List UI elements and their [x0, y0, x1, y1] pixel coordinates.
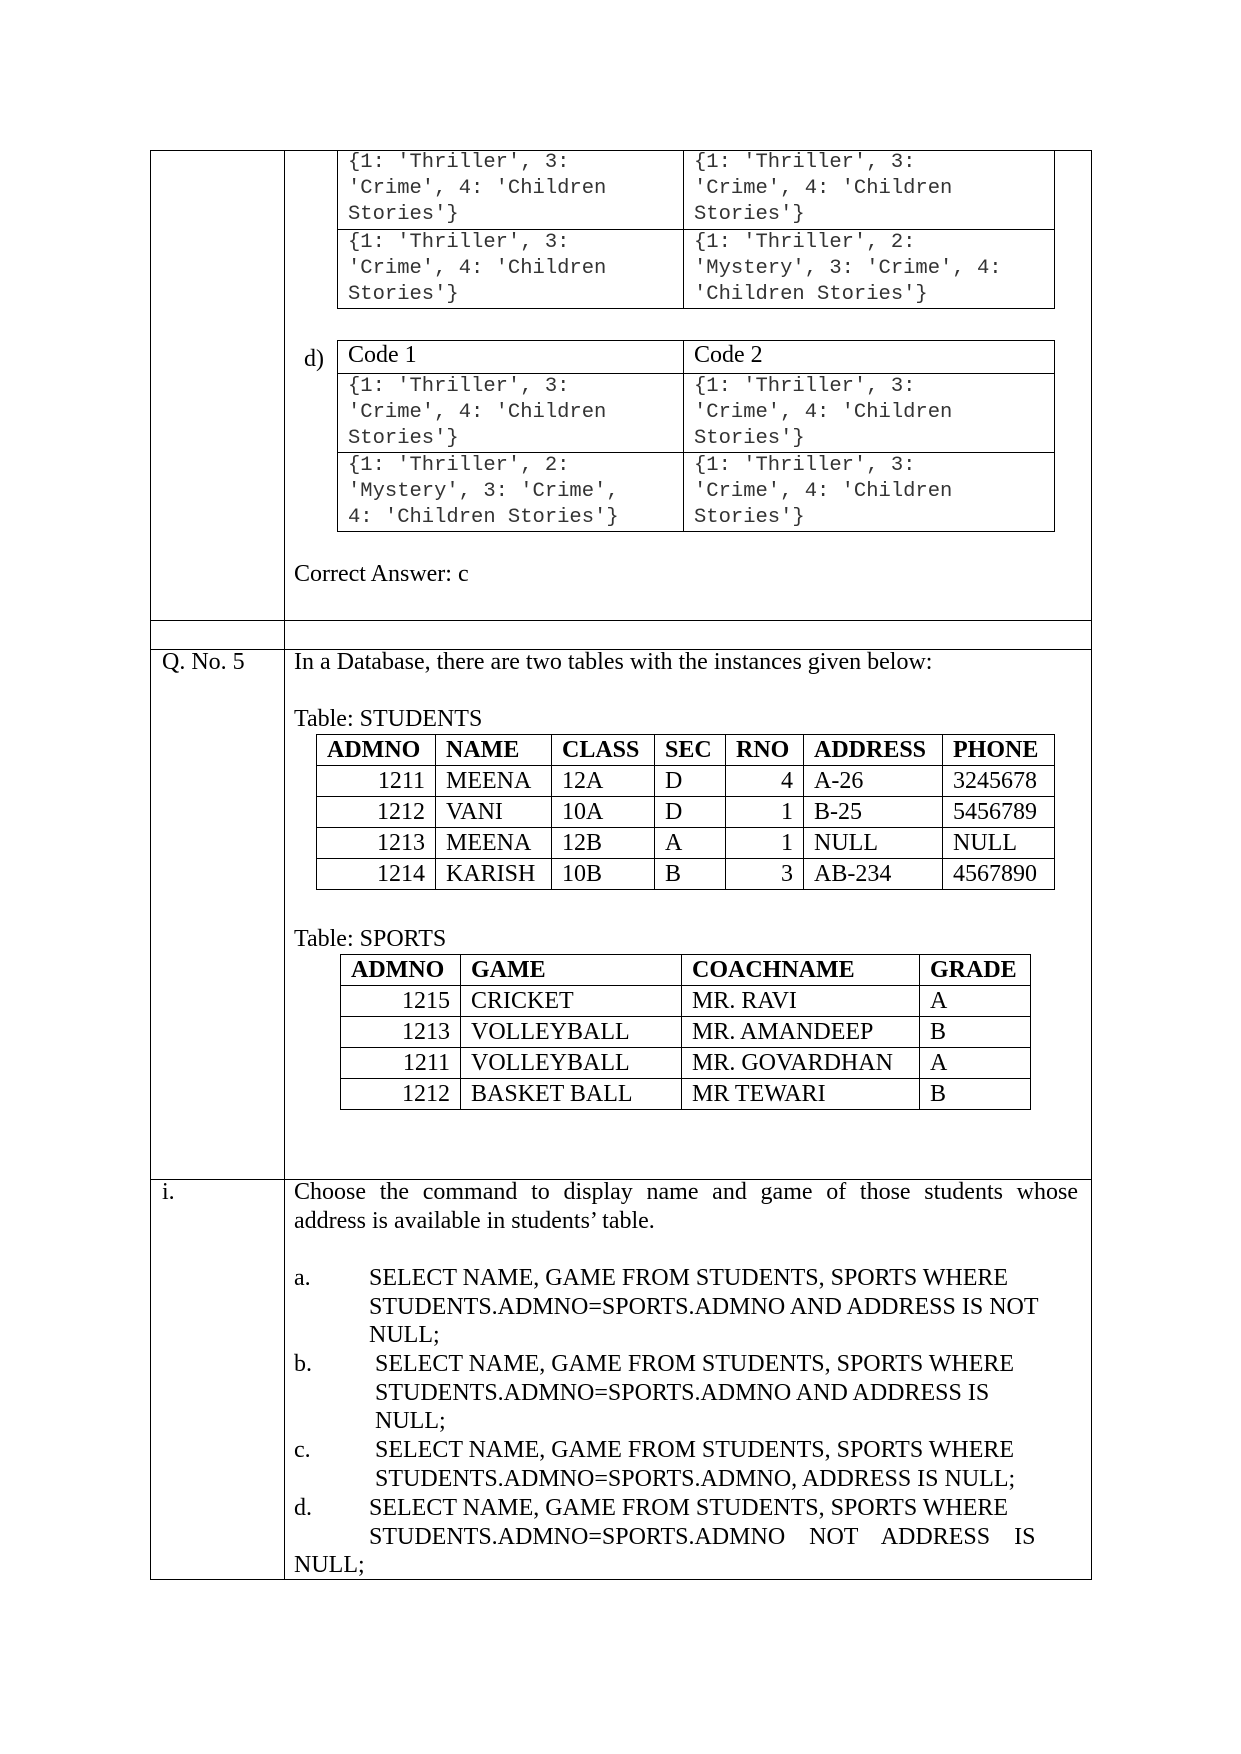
cell: 12A	[552, 766, 655, 797]
column-divider	[284, 150, 285, 1580]
cell: 1214	[317, 859, 436, 890]
cell: 3245678	[943, 766, 1055, 797]
cell: VOLLEYBALL	[461, 1017, 682, 1048]
question-number: Q. No. 5	[162, 649, 245, 675]
header-text: Code 2	[694, 342, 763, 368]
cell: A	[920, 986, 1031, 1017]
option-line: SELECT NAME, GAME FROM STUDENTS, SPORTS WHERE	[369, 1495, 1009, 1521]
col-header: NAME	[436, 735, 552, 766]
cell: MR. AMANDEEP	[682, 1017, 920, 1048]
table-header-row	[317, 735, 1055, 766]
cell: 10B	[552, 859, 655, 890]
code2-cell	[684, 229, 1055, 308]
correct-answer: Correct Answer: c	[294, 561, 469, 587]
option-line: SELECT NAME, GAME FROM STUDENTS, SPORTS WHERE	[369, 1265, 1009, 1291]
cell: B-25	[804, 797, 943, 828]
code2-header	[684, 341, 1055, 374]
cell: CRICKET	[461, 986, 682, 1017]
cell: MEENA	[436, 766, 552, 797]
table-row	[317, 859, 1055, 890]
cell: B	[920, 1079, 1031, 1110]
cell: NULL	[943, 828, 1055, 859]
cell: B	[920, 1017, 1031, 1048]
code-compare-table-c	[337, 150, 1055, 309]
cell: 1212	[341, 1079, 461, 1110]
code1-cell	[338, 150, 684, 229]
col-header: ADMNO	[341, 955, 461, 986]
option-line: SELECT NAME, GAME FROM STUDENTS, SPORTS WHERE	[375, 1351, 1015, 1377]
cell: KARISH	[436, 859, 552, 890]
subquestion-text-line1: Choose the command to display name and game of those students whose	[294, 1179, 1078, 1205]
cell: D	[655, 797, 726, 828]
col-header: SEC	[655, 735, 726, 766]
cell: 1	[726, 828, 804, 859]
row-divider	[150, 620, 1092, 621]
cell: A	[920, 1048, 1031, 1079]
code2-cell	[684, 150, 1055, 229]
cell: A-26	[804, 766, 943, 797]
cell: B	[655, 859, 726, 890]
code-output: {1: 'Thriller', 2: 'Mystery', 3: 'Crime', 4: 'Children Stories'}	[348, 454, 619, 529]
table-row	[338, 229, 1055, 308]
cell: MEENA	[436, 828, 552, 859]
table-row	[341, 1048, 1031, 1079]
question-intro: In a Database, there are two tables with the instances given below:	[294, 649, 933, 675]
code1-cell	[338, 374, 684, 453]
cell: 3	[726, 859, 804, 890]
cell: 4	[726, 766, 804, 797]
table-row	[338, 374, 1055, 453]
code-output: {1: 'Thriller', 3: 'Crime', 4: 'Children Stories'}	[348, 375, 607, 450]
cell: VOLLEYBALL	[461, 1048, 682, 1079]
code1-cell	[338, 453, 684, 532]
col-header: ADMNO	[317, 735, 436, 766]
table-row	[341, 986, 1031, 1017]
option-line: NULL;	[294, 1552, 365, 1578]
cell: 1213	[341, 1017, 461, 1048]
cell: AB-234	[804, 859, 943, 890]
option-line: STUDENTS.ADMNO=SPORTS.ADMNO AND ADDRESS IS NOT	[369, 1294, 1039, 1320]
cell: MR. GOVARDHAN	[682, 1048, 920, 1079]
cell: 1211	[317, 766, 436, 797]
option-line: STUDENTS.ADMNO=SPORTS.ADMNO NOT ADDRESS IS	[369, 1524, 1036, 1550]
table-row	[317, 797, 1055, 828]
option-line: NULL;	[369, 1322, 440, 1348]
code-compare-table-d	[337, 340, 1055, 532]
code2-cell	[684, 374, 1055, 453]
code2-cell	[684, 453, 1055, 532]
subquestion-number: i.	[162, 1179, 175, 1205]
cell: A	[655, 828, 726, 859]
table-row	[338, 150, 1055, 229]
option-line: NULL;	[375, 1408, 446, 1434]
option-line: STUDENTS.ADMNO=SPORTS.ADMNO, ADDRESS IS NULL;	[375, 1466, 1016, 1492]
table-row	[317, 828, 1055, 859]
col-header: GRADE	[920, 955, 1031, 986]
cell: MR. RAVI	[682, 986, 920, 1017]
cell: BASKET BALL	[461, 1079, 682, 1110]
cell: 4567890	[943, 859, 1055, 890]
cell: 1212	[317, 797, 436, 828]
option-label: d.	[294, 1495, 312, 1521]
table-row	[341, 1017, 1031, 1048]
option-line: SELECT NAME, GAME FROM STUDENTS, SPORTS WHERE	[375, 1437, 1015, 1463]
col-header: CLASS	[552, 735, 655, 766]
cell: NULL	[804, 828, 943, 859]
code1-header	[338, 341, 684, 374]
option-d-label: d)	[304, 346, 324, 372]
cell: D	[655, 766, 726, 797]
option-line: STUDENTS.ADMNO=SPORTS.ADMNO AND ADDRESS IS	[375, 1380, 990, 1406]
table-header-row	[341, 955, 1031, 986]
cell: 1211	[341, 1048, 461, 1079]
option-label: b.	[294, 1351, 312, 1377]
table-row	[338, 341, 1055, 374]
col-header: RNO	[726, 735, 804, 766]
sports-table	[340, 954, 1031, 1110]
col-header: PHONE	[943, 735, 1055, 766]
header-text: Code 1	[348, 342, 417, 368]
col-header: ADDRESS	[804, 735, 943, 766]
col-header: COACHNAME	[682, 955, 920, 986]
option-label: c.	[294, 1437, 311, 1463]
code-output: {1: 'Thriller', 2: 'Mystery', 3: 'Crime', 4: 'Children Stories'}	[694, 230, 1002, 306]
code1-cell	[338, 229, 684, 308]
cell: 12B	[552, 828, 655, 859]
table-row	[341, 1079, 1031, 1110]
code-output: {1: 'Thriller', 3: 'Crime', 4: 'Children Stories'}	[694, 454, 953, 529]
cell: 1215	[341, 986, 461, 1017]
cell: 5456789	[943, 797, 1055, 828]
code-output: {1: 'Thriller', 3: 'Crime', 4: 'Children Stories'}	[348, 151, 607, 226]
cell: 1213	[317, 828, 436, 859]
cell: VANI	[436, 797, 552, 828]
table-row	[317, 766, 1055, 797]
code-output: {1: 'Thriller', 3: 'Crime', 4: 'Children Stories'}	[694, 151, 953, 226]
code-output: {1: 'Thriller', 3: 'Crime', 4: 'Children Stories'}	[694, 375, 953, 450]
subquestion-text-line2: address is available in students’ table.	[294, 1208, 655, 1234]
col-header: GAME	[461, 955, 682, 986]
students-table	[316, 734, 1055, 890]
code-output: {1: 'Thriller', 3: 'Crime', 4: 'Children Stories'}	[348, 230, 607, 306]
option-label: a.	[294, 1265, 311, 1291]
students-caption: Table: STUDENTS	[294, 706, 483, 732]
table-row	[338, 453, 1055, 532]
cell: 10A	[552, 797, 655, 828]
cell: MR TEWARI	[682, 1079, 920, 1110]
sports-caption: Table: SPORTS	[294, 926, 447, 952]
cell: 1	[726, 797, 804, 828]
